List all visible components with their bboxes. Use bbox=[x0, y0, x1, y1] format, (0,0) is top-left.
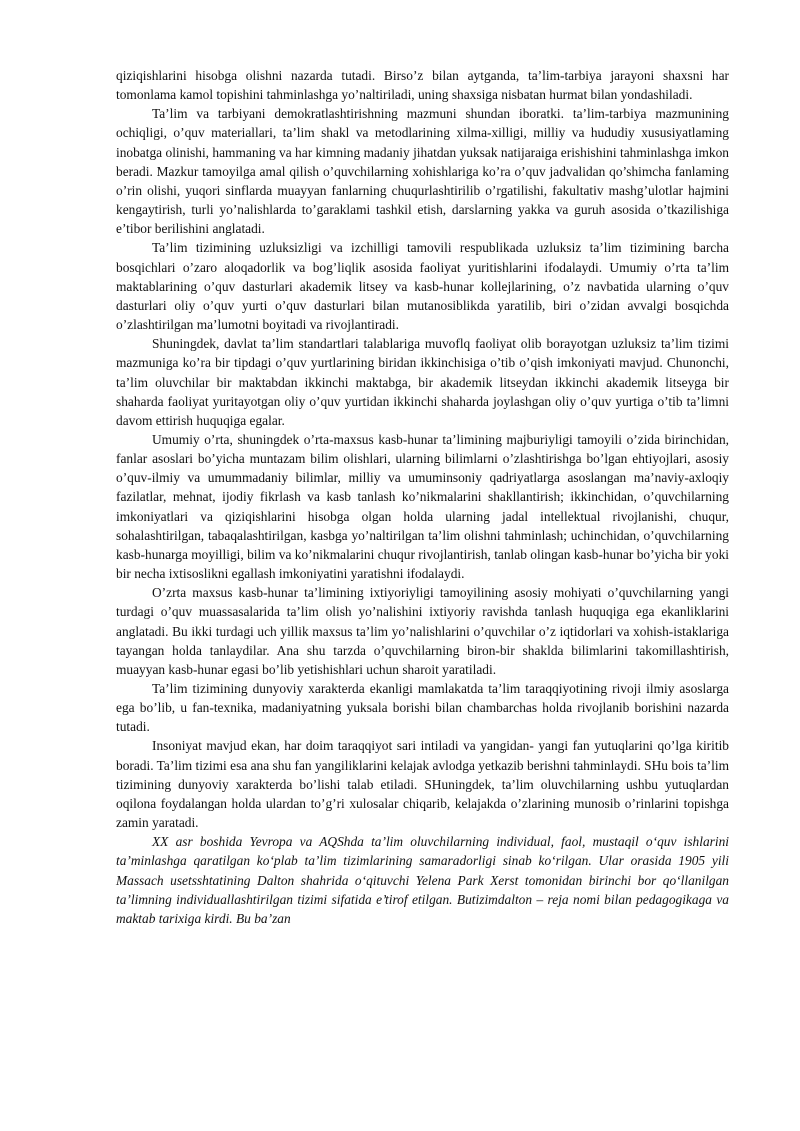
paragraph-8: Insoniyat mavjud ekan, har doim taraqqiyot sari intiladi va yangidan- yangi fan yutuqlarini qo’lga kiritib boradi. Ta’lim tizimi esa ana shu fan yangiliklarini kelajak avlodga yetkazib berishni tahminlaydi. SHu bois ta’lim tizimining dunyoviy xarakterda bo’lishi talab etiladi. SHuningdek, ta’lim oluvchilarning ushbu yutuqlardan oqilona foydalangan holda ulardan to’g’ri xulosalar chiqarib, kelajakda o’zlarining munosib o’rinlarini topishga zamin yaratadi. bbox=[116, 738, 729, 831]
paragraph-1: qiziqishlarini hisobga olishni nazarda tutadi. Birso’z bilan aytganda, ta’lim-tarbiya jarayoni shaxsni har tomonlama kamol topishini tahminlashga yo’naltiriladi, uning shaxsiga nisbatan hurmat bilan yondashiladi. bbox=[116, 68, 729, 103]
paragraph-6: O’zrta maxsus kasb-hunar ta’limining ixtiyoriyligi tamoyilining asosiy mohiyati o’quvchilarning yangi turdagi o’quv muassasalarida ta’lim olish yo’nalishini ixtiyoriy ravishda tanlash huquqiga ega ekanliklarini anglatadi. Bu ikki turdagi uch yillik maxsus ta’lim yo’nalishlarini o’quvchilar o’z iqtidorlari va xohish-istaklariga tayangan holda tanlaydilar. Ana shu tarzda o’quvchilarning biron-bir shaklda bilimlarini takomillashtirish, muayyan kasb-hunar egasi bo’lib yetishishlari uchun sharoit yaratiladi. bbox=[116, 585, 729, 677]
paragraph-7: Ta’lim tizimining dunyoviy xarakterda ekanligi mamlakatda ta’lim taraqqiyotining rivoji ilmiy asoslarga ega bo’lib, u fan-texnika, madaniyatning yuksala borishi bilan chambarchas holda rivojlanib borishini nazarda tutadi. bbox=[116, 681, 729, 735]
paragraph-4: Shuningdek, davlat ta’lim standartlari talablariga muvoflq faoliyat olib borayotgan uzluksiz ta’lim tizimi mazmuniga ko’ra bir tipdagi o’quv yurtlarining biridan ikkinchisiga o’tib o’qish imkoniyati mavjud. Chunonchi, ta’lim oluvchilar bir maktabdan ikkinchi maktabga, bir akademik litseydan ikkinchi akademik litseyga bir shaharda faoliyat yuritayotgan oliy o’quv yurtidan ikkinchi shaharda joylashgan oliy o’quv yurtiga o’tib ta’limni davom ettirish huquqiga egalar. bbox=[116, 336, 729, 428]
paragraph-3: Ta’lim tizimining uzluksizligi va izchilligi tamovili respublikada uzluksiz ta’lim tizimining barcha bosqichlari o’zaro aloqadorlik va bog’liqlik asosida faoliyat yuritishlarini ifodalaydi. Umumiy o’rta ta’lim maktablarining o’quv dasturlari akademik litsey va kasb-hunar kollejlarining, o’z navbatida ularning o’quv dasturlari oliy o’quv yurti o’quv dasturlari bilan mutanosiblikda yaratilib, biri o’zidan avvalgi bosqichda o’zlashtirilgan ma’lumotni boyitadi va rivojlantiradi. bbox=[116, 240, 729, 333]
paragraph-2: Ta’lim va tarbiyani demokratlashtirishning mazmuni shundan iboratki. ta’lim-tarbiya mazmunining ochiqligi, o’quv materiallari, ta’lim shakl va metodlarining xilma-xilligi, milliy va hududiy xususiyatlaming inobatga olinishi, hammaning va har kimning madaniy jihatdan yuksak natijaraiga erishishini tahminlashga imkon beradi. Mazkur tamoyilga amal qilish o’quvchilarning xohishlariga ko’ra o’quv jadvalidan qo’shimcha fanlaming o’rin olishi, yuqori sinflarda muayyan fanlarning chuqurlashtirilib o’rgatilishi, fakultativ mashg’ulotlar hajmini kengaytirish, turli yo’nalishlarda to’garaklami tashkil etish, darslarning yakka va guruh asosida o’tkazilishiga e’tibor berilishini anglatadi. bbox=[116, 106, 729, 237]
paragraph-5: Umumiy o’rta, shuningdek o’rta-maxsus kasb-hunar ta’limining majburiyligi tamoyili o’zida birinchidan, fanlar asoslari bo’yicha muntazam bilim olishlari, ularning bilimlarni o’zlashtirishga bo’lgan ehtiyojlari, asosiy o’quv-ilmiy va umummadaniy bilimlar, milliy va umuminsoniy qadriyatlarga asoslangan ma’naviy-axloqiy fazilatlar, mehnat, ijodiy fikrlash va kasb tanlash ko’nikmalarini shakllantirish; ikkinchidan, o’quvchilarning imkoniyatlari va qiziqishlarini hisobga olgan holda ularning jadal intellektual rivojlanishi, chuqur, sohalashtirilgan, tabaqalashtirilgan, kasbga yo’naltirilgan ta’lim olishni tahminlash; uchinchidan, o’quvchilarning kasb-hunarga moyilligi, bilim va ko’nikmalarini chuqur rivojlantirish, tanlab olingan kasb-hunar bo’yicha bir yoki bir necha ixtisoslikni egallash imkoniyatini yaratishni ifodalaydi. bbox=[116, 431, 729, 582]
paragraph-9: XX asr boshida Yevropa va AQShda ta’lim oluvchilarning individual, faol, mustaqil o‘quv ishlarini ta’minlashga qaratilgan ko‘plab ta’lim tizimlarining samaradorligi sinab ko‘rilgan. Ular orasida 1905 yili Massach usetsshtatining Dalton shahrida o‘qituvchi Yelena Park Xerst tomonidan birinchi bor qo‘llanilgan ta’limning individuallashtirilgan tizimi sifatida e’tirof etilgan. Butizimdalton – reja nomi bilan pedagogikaga va maktab tarixiga kirdi. Bu ba’zan bbox=[116, 834, 729, 926]
